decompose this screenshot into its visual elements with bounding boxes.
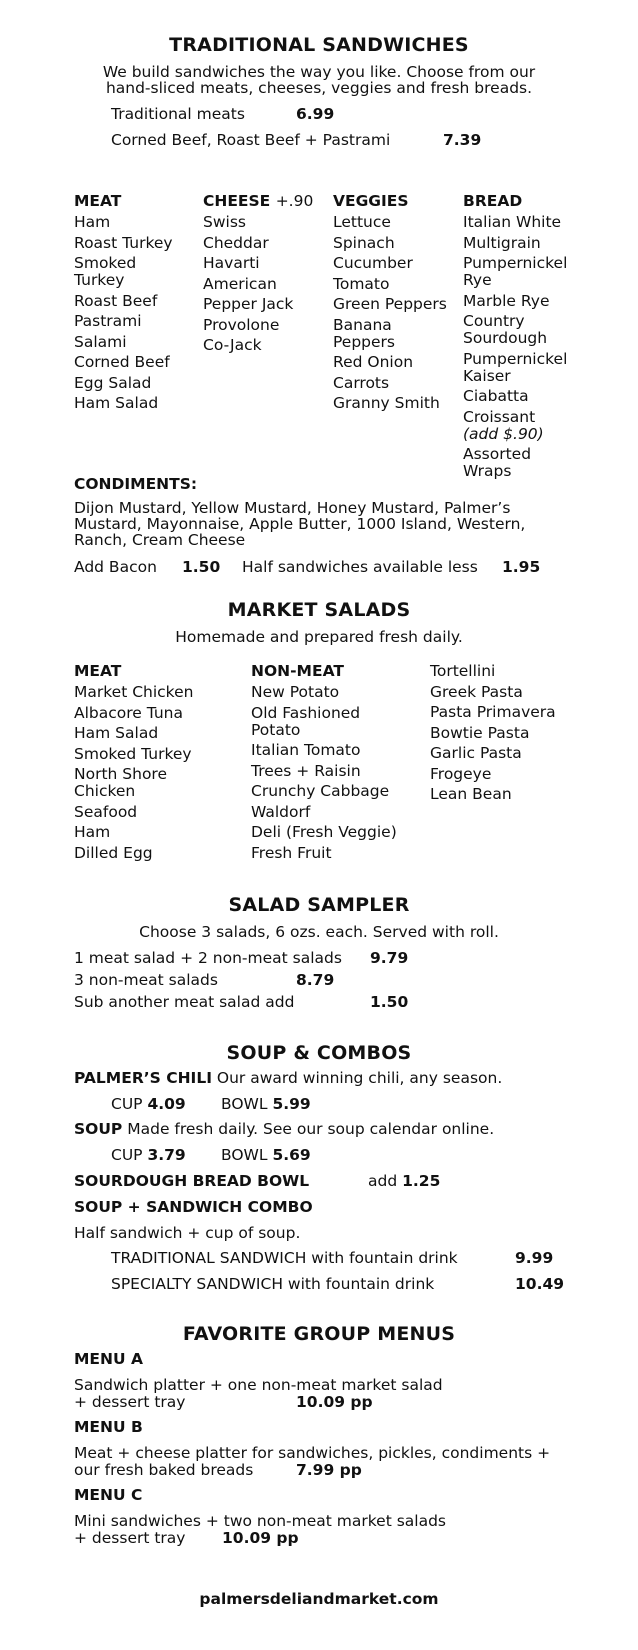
- veggies-header: VEGGIES: [333, 192, 409, 210]
- list-item: American: [203, 274, 277, 293]
- menu-b-line-1: Meat + cheese platter for sandwiches, pickles, condiments +: [74, 1444, 551, 1462]
- chili-bowl: [221, 1096, 311, 1113]
- bowl-price: 5.99: [272, 1095, 311, 1113]
- add-bacon-label: Add Bacon: [74, 558, 157, 576]
- menu-b-line-2: our fresh baked breads: [74, 1461, 254, 1479]
- chili-desc: Our award winning chili, any season.: [216, 1069, 503, 1087]
- list-item: Italian White: [463, 213, 562, 231]
- menu-c-price: 10.09 pp: [222, 1529, 299, 1547]
- meat-header: MEAT: [74, 192, 122, 210]
- cheese-header-label: CHEESE: [203, 192, 271, 210]
- list-item: Tortellini: [430, 662, 496, 680]
- list-item: Carrots: [333, 373, 390, 392]
- croissant-note: (add $.90): [463, 424, 544, 443]
- traditional-title: TRADITIONAL SANDWICHES: [169, 34, 469, 56]
- list-item: North Shore Chicken: [74, 765, 167, 800]
- menu-a-name: MENU A: [74, 1350, 143, 1368]
- website-link[interactable]: palmersdeliandmarket.com: [199, 1590, 439, 1608]
- list-item: Assorted Wraps: [463, 445, 532, 480]
- list-item: Greek Pasta: [430, 682, 523, 701]
- combo-row-label: SPECIALTY SANDWICH with fountain drink: [111, 1275, 435, 1293]
- list-item: Multigrain: [463, 233, 541, 252]
- meat-column: [74, 193, 199, 416]
- list-item: Ciabatta: [463, 387, 529, 405]
- condiments-line-3: Ranch, Cream Cheese: [74, 531, 246, 549]
- price-row-label: Traditional meats: [111, 105, 245, 123]
- menu-c-line-1: Mini sandwiches + two non-meat market salads: [74, 1512, 447, 1530]
- salad-sampler-title: SALAD SAMPLER: [228, 894, 410, 916]
- market-salads-intro: Homemade and prepared fresh daily.: [175, 628, 463, 646]
- list-item: Pepper Jack: [203, 295, 294, 313]
- bread-bowl-add: add: [368, 1172, 398, 1190]
- menu-b-name: MENU B: [74, 1418, 143, 1436]
- sampler-row-price: 9.79: [370, 949, 409, 967]
- bread-bowl-price-line: [368, 1173, 440, 1190]
- sampler-row-label: 1 meat salad + 2 non-meat salads: [74, 949, 342, 967]
- chili-cup: [111, 1096, 186, 1113]
- list-item: Salami: [74, 332, 127, 351]
- traditional-intro-line-2: hand-sliced meats, cheeses, veggies and fresh breads.: [105, 79, 533, 97]
- cheese-extra-price: +.90: [275, 192, 314, 210]
- list-item: New Potato: [251, 683, 340, 701]
- list-item: Waldorf: [251, 802, 311, 821]
- bread-croissant: Croissant: [463, 407, 536, 426]
- bread-bowl-name: SOURDOUGH BREAD BOWL: [74, 1172, 310, 1190]
- salad-pasta-column: [430, 663, 600, 807]
- bowl-label: BOWL: [221, 1146, 268, 1164]
- soup-cup: [111, 1147, 186, 1164]
- list-item: Lean Bean: [430, 785, 512, 803]
- list-item: Albacore Tuna: [74, 703, 184, 722]
- list-item: Crunchy Cabbage: [251, 782, 390, 800]
- condiments-line-1: Dijon Mustard, Yellow Mustard, Honey Mustard, Palmer’s: [74, 499, 511, 517]
- salad-sampler-intro: Choose 3 salads, 6 ozs. each. Served with roll.: [139, 923, 499, 941]
- cup-price: 4.09: [147, 1095, 186, 1113]
- list-item: Pastrami: [74, 312, 142, 330]
- list-item: Pasta Primavera: [430, 703, 556, 721]
- cheese-header: [203, 193, 328, 210]
- sampler-row-label: Sub another meat salad add: [74, 993, 295, 1011]
- list-item: Green Peppers: [333, 295, 447, 313]
- list-item: Bowtie Pasta: [430, 723, 530, 742]
- list-item: Garlic Pasta: [430, 744, 522, 762]
- menu-b-price: 7.99 pp: [296, 1461, 362, 1479]
- list-item: Corned Beef: [74, 353, 170, 371]
- list-item: Egg Salad: [74, 373, 152, 392]
- menu-a-line-1: Sandwich platter + one non-meat market salad: [74, 1376, 443, 1394]
- combo-row-price: 9.99: [515, 1249, 554, 1267]
- list-item: Smoked Turkey: [74, 254, 137, 289]
- list-item: Dilled Egg: [74, 843, 153, 862]
- menu-c-line-2: + dessert tray: [74, 1529, 186, 1547]
- bread-column: [463, 193, 593, 484]
- sampler-row-price: 1.50: [370, 993, 409, 1011]
- half-sandwich-price: 1.95: [502, 558, 541, 576]
- salad-nonmeat-header: NON-MEAT: [251, 662, 344, 680]
- list-item: Seafood: [74, 802, 138, 821]
- list-item: Spinach: [333, 233, 395, 252]
- bowl-price: 5.69: [272, 1146, 311, 1164]
- add-bacon-price: 1.50: [182, 558, 221, 576]
- list-item: Trees + Raisin: [251, 761, 361, 780]
- list-item: Marble Rye: [463, 291, 550, 310]
- salad-meat-column: [74, 663, 244, 865]
- combo-row-price: 10.49: [515, 1275, 565, 1293]
- salad-nonmeat-column: [251, 663, 426, 865]
- list-item: Italian Tomato: [251, 741, 361, 759]
- half-sandwich-note: Half sandwiches available less: [242, 558, 478, 576]
- list-item: Pumpernickel Kaiser: [463, 349, 568, 385]
- traditional-intro-line-1: We build sandwiches the way you like. Choose from our: [102, 63, 536, 81]
- price-row-value: 6.99: [296, 105, 335, 123]
- list-item: Roast Turkey: [74, 233, 173, 252]
- chili-name: PALMER’S CHILI: [74, 1069, 212, 1087]
- price-row-label: Corned Beef, Roast Beef + Pastrami: [111, 131, 391, 149]
- menu-a-price: 10.09 pp: [296, 1393, 373, 1411]
- list-item: Co-Jack: [203, 336, 262, 354]
- list-item: Ham: [74, 213, 111, 231]
- bread-header: BREAD: [463, 192, 523, 210]
- sampler-row-price: 8.79: [296, 971, 335, 989]
- menu-c-name: MENU C: [74, 1486, 143, 1504]
- list-item: Havarti: [203, 254, 260, 272]
- soup-combos-title: SOUP & COMBOS: [226, 1042, 412, 1064]
- condiments-line-2: Mustard, Mayonnaise, Apple Butter, 1000 Island, Western,: [74, 515, 526, 533]
- list-item: Ham Salad: [74, 724, 159, 742]
- price-row-value: 7.39: [443, 131, 482, 149]
- cup-label: CUP: [111, 1095, 143, 1113]
- group-menus-title: FAVORITE GROUP MENUS: [182, 1323, 456, 1345]
- list-item: Cucumber: [333, 254, 413, 272]
- list-item: Ham: [74, 823, 111, 841]
- soup-desc: Made fresh daily. See our soup calendar online.: [127, 1120, 495, 1138]
- combo-desc: Half sandwich + cup of soup.: [74, 1224, 301, 1242]
- list-item: Frogeye: [430, 764, 492, 783]
- list-item: Provolone: [203, 315, 280, 334]
- list-item: Old Fashioned Potato: [251, 703, 361, 739]
- veggies-column: [333, 193, 463, 416]
- list-item: Banana Peppers: [333, 315, 395, 351]
- list-item: Roast Beef: [74, 291, 158, 310]
- list-item: Tomato: [333, 274, 390, 293]
- list-item: Smoked Turkey: [74, 744, 192, 763]
- condiments-header: CONDIMENTS:: [74, 475, 198, 493]
- list-item: Deli (Fresh Veggie): [251, 823, 397, 841]
- combo-row-label: TRADITIONAL SANDWICH with fountain drink: [111, 1249, 458, 1267]
- market-salads-title: MARKET SALADS: [227, 599, 411, 621]
- list-item: Lettuce: [333, 213, 391, 231]
- list-item: [463, 409, 593, 443]
- list-item: Fresh Fruit: [251, 843, 332, 862]
- soup-name: SOUP: [74, 1120, 123, 1138]
- soup-line: [74, 1121, 494, 1138]
- list-item: Cheddar: [203, 233, 269, 252]
- list-item: Swiss: [203, 213, 246, 231]
- bread-bowl-price: 1.25: [402, 1172, 441, 1190]
- salad-meat-header: MEAT: [74, 662, 122, 680]
- list-item: Country Sourdough: [463, 312, 548, 347]
- bowl-label: BOWL: [221, 1095, 268, 1113]
- menu-a-line-2: + dessert tray: [74, 1393, 186, 1411]
- cup-label: CUP: [111, 1146, 143, 1164]
- combo-name: SOUP + SANDWICH COMBO: [74, 1198, 313, 1216]
- cup-price: 3.79: [147, 1146, 186, 1164]
- list-item: Market Chicken: [74, 683, 194, 701]
- sampler-row-label: 3 non-meat salads: [74, 971, 218, 989]
- list-item: Red Onion: [333, 353, 414, 371]
- soup-bowl: [221, 1147, 311, 1164]
- chili-line: [74, 1070, 502, 1087]
- list-item: Granny Smith: [333, 394, 440, 412]
- cheese-column: [203, 193, 328, 358]
- list-item: Pumpernickel Rye: [463, 254, 568, 289]
- list-item: Ham Salad: [74, 394, 159, 412]
